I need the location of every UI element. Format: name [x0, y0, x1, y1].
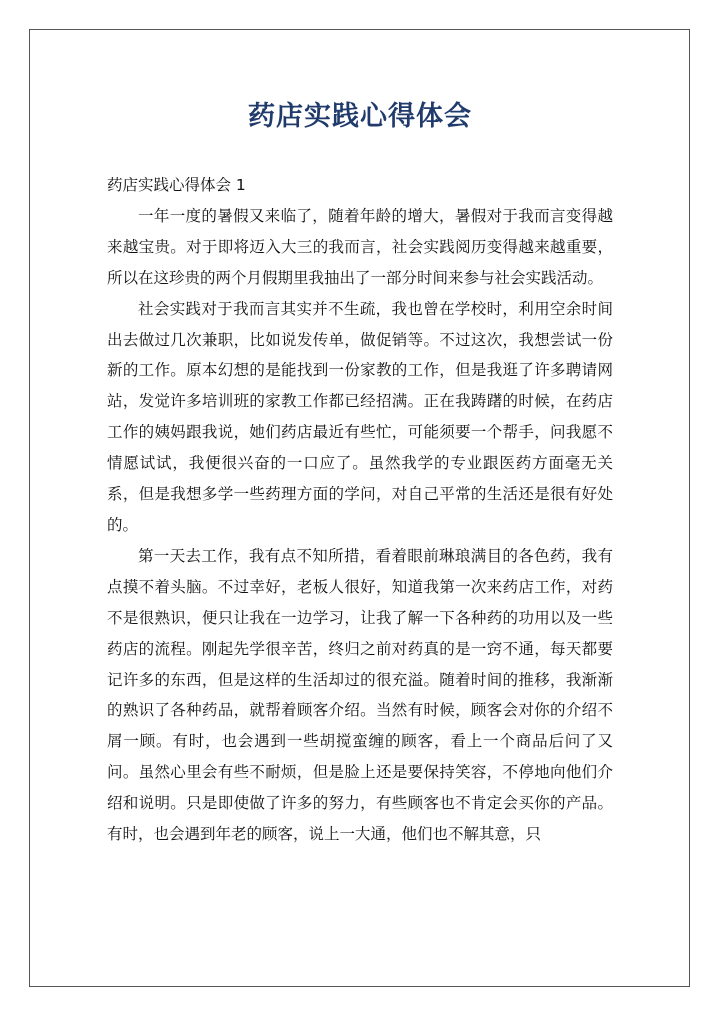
paragraph-1: 一年一度的暑假又来临了，随着年龄的增大，暑假对于我而言变得越来越宝贵。对于即将迈入大三的我而言，社会实践阅历变得越来越重要，所以在这珍贵的两个月假期里我抽出了一部分时间来参与社会实践活动。: [107, 206, 613, 287]
section-heading: 药店实践心得体会 1: [107, 176, 246, 194]
paragraph-3: 第一天去工作，我有点不知所措，看着眼前琳琅满目的各色药，我有点摸不着头脑。不过幸好，老板人很好，知道我第一次来药店工作，对药不是很熟识，便只让我在一边学习，让我了解一下各种药的功用以及一些药店的流程。刚起先学很辛苦，终归之前对药真的是一窍不通，每天都要记许多的东西，但是这样的生活却过的很充溢。随着时间的推移，我渐渐的熟识了各种药品，就帮着顾客介绍。当然有时候，顾客会对你的介绍不屑一顾。有时，也会遇到一些胡搅蛮缠的顾客，看上一个商品后问了又问。虽然心里会有些不耐烦，但是脸上还是要保持笑容，不停地向他们介绍和说明。只是即使做了许多的努力，有些顾客也不肯定会买你的产品。有时，也会遇到年老的顾客，说上一大通，他们也不解其意，只: [107, 546, 613, 844]
document-body: [107, 170, 613, 850]
paragraph-2: 社会实践对于我而言其实并不生疏，我也曾在学校时，利用空余时间出去做过几次兼职，比如说发传单，做促销等。不过这次，我想尝试一份新的工作。原本幻想的是能找到一份家教的工作，但是我逛了许多聘请网站，发觉许多培训班的家教工作都已经招满。正在我踌躇的时候，在药店工作的姨妈跟我说，她们药店最近有些忙，可能须要一个帮手，问我愿不情愿试试，我便很兴奋的一口应了。虽然我学的专业跟医药方面毫无关系，但是我想多学一些药理方面的学问，对自己平常的生活还是很有好处的。: [107, 299, 613, 534]
document-title: 药店实践心得体会: [248, 101, 472, 132]
